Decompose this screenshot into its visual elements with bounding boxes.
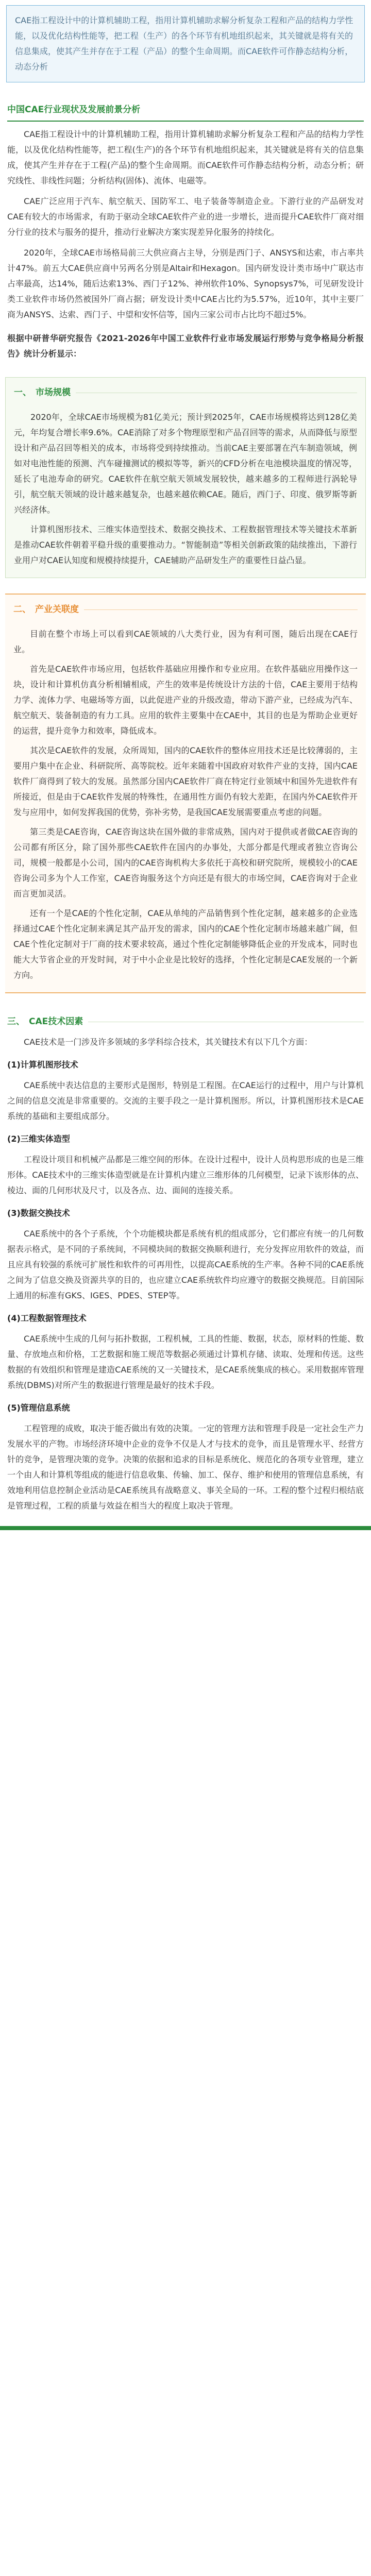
panel-number: 一、	[14, 387, 31, 398]
market-size-panel	[5, 377, 366, 578]
paragraph: 目前在整个市场上可以看到CAE领域的八大类行业，因为有利可图，随后出现在CAE行业。	[13, 629, 358, 654]
paragraph: 其次是CAE软件的发展，众所周知，国内的CAE软件的整体应用技术还是比较薄弱的，主要用户集中在企业、科研院所、高等院校。近年来随着中国政府对软件产业的支持，国内CAE软件厂商得到了较大的发展。虽然部分国内CAE软件厂商在特定行业领域中和国外先进软件有所接近，但是由于CAE软件发展的特殊性，在通用性方面仍有较大差距，在国内外CAE软件开发与应用中，如何发挥我国的优势，弥补劣势，是我国CAE发展需要重点考虑的问题。	[13, 745, 358, 817]
paragraph: 计算机图形技术、三维实体造型技术、数据交换技术、工程数据管理技术等关键技术革新是推动CAE软件朝着平稳升级的重要推动力。“智能制造”等相关创新政策的陆续推出，下游行业用户对CAE认知度和规模持续提升，CAE辅助产品研发生产的重要性日益凸显。	[14, 524, 357, 565]
subheading: (3)数据交换技术	[7, 1208, 70, 1218]
intro-text: CAE指工程设计中的计算机辅助工程，指用计算机辅助求解分析复杂工程和产品的结构力学性能，以及优化结构性能等，把工程（生产）的各个环节有机地组织起来，其关键就是将有关的信息集成，使其产生并存在于工程（产品）的整个生命周期。而CAE软件可作静态结构分析，动态分析	[15, 15, 353, 72]
section-number: 三、	[7, 1016, 25, 1027]
subheading: (1)计算机图形技术	[7, 1060, 78, 1070]
paragraph: CAE广泛应用于汽车、航空航天、国防军工、电子装备等制造企业。下游行业的产品研发对CAE有较大的市场需求，有助于驱动全球CAE软件产业的进一步增长，进而提升CAE软件厂商对细分行业的技术与服务的提升，推动行业解决方案实现差异化服务的持续化。	[7, 196, 364, 237]
section-title	[7, 1014, 364, 1029]
paragraph: CAE指工程设计中的计算机辅助工程，指用计算机辅助求解分析复杂工程和产品的结构力学性能，以及优化结构性能等，把工程(生产)的各个环节有机地组织起来，其关键就是将有关的信息集成，使其产生并存在于工程(产品)的整个生命周期。而CAE软件可作静态结构分析，动态分析；研究线性、非线性问题；分析结构(固体)、流体、电磁等。	[7, 129, 364, 185]
paragraph: 首先是CAE软件市场应用，包括软件基础应用操作和专业应用。在软件基础应用操作这一块，设计和计算机仿真分析相辅相成，产生的效率是传统设计方法的十倍，CAE主要用于结构力学、流体力学、电磁场等方面，以此促进产业的升级改造，带动下游产业，已经成为汽车、航空航天、装备制造的有力工具。应用的软件主要集中在CAE中，其目的也是为帮助企业更好的运营，提升竞争力和效率，降低成本。	[13, 664, 358, 736]
panel-title	[5, 595, 366, 622]
subheading: (5)管理信息系统	[7, 1403, 70, 1413]
industry-correlation-panel	[5, 594, 366, 993]
paragraph: 工程设计项目和机械产品都是三维空间的形体。在设计过程中，设计人员构思形成的也是三维形体。CAE技术中的三维实体造型就是在计算机内建立三维形体的几何模型，记录下该形体的点、棱边、面的几何形状及尺寸，以及各点、边、面间的连接关系。	[7, 1155, 364, 1195]
panel-title-text: 市场规模	[36, 387, 71, 398]
paragraph: CAE系统中的各个子系统，个个功能模块都是系统有机的组成部分，它们都应有统一的几何数据表示格式，是不同的子系统间，不同模块间的数据交换顺利进行，充分发挥应用软件的效益，而且应具有较强的系统可扩展性和软件的可再用性，以提高CAE系统的生产率。各种不同的CAE系统之间为了信息交换及资源共享的目的，也应建立CAE系统软件均应遵守的数据交换规范。目前国际上通用的标准有GKS、IGES、PDES、STEP等。	[7, 1229, 364, 1300]
panel-number: 二、	[13, 604, 31, 615]
report-source-line: 根据中研普华研究报告《2021-2026年中国工业软件行业市场发展运行形势与竞争格局分析报告》统计分析显示：	[7, 333, 364, 359]
subheading: (4)工程数据管理技术	[7, 1313, 87, 1323]
paragraph: 2020年，全球CAE市场格局前三大供应商占主导，分别是西门子、ANSYS和达索，市占率共计47%。前五大CAE供应商中另两名分别是Altair和Hexagon。国内研发设计类市场中广联达市占率最高，达14%，随后达索13%、西门子12%、神州软件10%、Synopsys7%，可见研发设计类工业软件市场仍然被国外厂商占据；研发设计类中CAE占比约为5.57%，近10年，其中主要厂商为ANSYS、达索、西门子、中望和安怀信等，国内三家公司市占比均不超过5%。	[7, 248, 364, 319]
section-title-text: CAE技术因素	[29, 1016, 83, 1027]
paragraph: CAE系统中生成的几何与拓扑数据，工程机械，工具的性能、数据，状态，原材料的性能、数量、存放地点和价格，工艺数据和施工规范等数据必须通过计算机存储、读取、处理和传送。这些数据的有效组织和管理是建造CAE系统的又一关键技术，是CAE系统集成的核心。采用数据库管理系统(DBMS)对所产生的数据进行管理是最好的技术手段。	[7, 1334, 364, 1390]
title-rule	[84, 609, 358, 610]
article	[0, 5, 371, 1546]
footer-bar	[0, 1526, 371, 1530]
paragraph: 2020年，全球CAE市场规模为81亿美元；预计到2025年，CAE市场规模将达到128亿美元，年均复合增长率9.6%。CAE消除了对多个物理原型和产品召回等的需求，从而降低与原型设计和产品召回等相关的成本，市场将受到持续推动。当前CAE主要部署在汽车制造领域，例如对电池性能的预测、汽车碰撞测试的模拟等等，新兴的CFD分析在电池模块温度的情况等，延长了电池寿命的研究。CAE软件在航空航天领域发展较快，越来越多的工程师进行涡轮导引，航空航天领域的设计越来越复杂，也越来越依赖CAE。随后，西门子、印度、俄罗斯等新兴经济体。	[14, 412, 357, 515]
section-heading: 中国CAE行业现状及发展前景分析	[7, 101, 364, 122]
paragraph: CAE技术是一门涉及许多领域的多学科综合技术，其关键技术有以下几个方面：	[24, 1037, 313, 1047]
paragraph: CAE系统中表达信息的主要形式是图形，特别是工程图。在CAE运行的过程中，用户与计算机之间的信息交流是非常重要的。交流的主要手段之一是计算机图形。所以，计算机图形技术是CAE系统的基础和主要组成部分。	[7, 1080, 364, 1121]
panel-title-text: 产业关联度	[35, 604, 79, 615]
subheading: (2)三维实体造型	[7, 1134, 70, 1144]
paragraph: 第三类是CAE咨询，CAE咨询这块在国外做的非常成熟，国内对于提供或者做CAE咨询的公司都有所区分，除了国外那些CAE软件在国内的办事处，大部分都是代理或者独立咨询公司，规模一般都是小公司，国内的CAE咨询机构大多依托于高校和研究院所，规模较小的CAE咨询公司多为个人工作室，CAE咨询服务这个方向还是有很大的市场空间，CAE咨询对于企业而言更加灵活。	[13, 827, 358, 899]
intro-box	[6, 5, 365, 82]
paragraph: 工程管理的成败，取决于能否做出有效的决策。一定的管理方法和管理手段是一定社会生产力发展水平的产物。市场经济环境中企业的竞争不仅是人才与技术的竞争，而且是管理水平、经营方针的竞争，是管理决策的竞争。决策的依据和追求的目标是系统化、规范化的各项专业管理，建立一个由人和计算机等组成的能进行信息收集、传输、加工、保存、维护和使用的管理信息系统，有效地利用信息控制企业活动是CAE系统具有战略意义、事关全局的一环。工程的整个过程归根结底是管理过程，工程的质量与效益在相当大的程度上取决于管理。	[7, 1423, 364, 1511]
panel-title	[6, 378, 365, 405]
paragraph: 还有一个是CAE的个性化定制，CAE从单纯的产品销售到个性化定制，越来越多的企业选择通过CAE个性化定制来满足其产品开发的需求，国内的CAE个性化定制市场越来越广阔，但CAE个性化定制对于厂商的技术要求较高，通过个性化定制能够降低企业的开发成本，同时也能大大节省企业的开发时间，对于中小企业是比较好的选择，个性化定制是CAE发展的一个新方向。	[13, 908, 358, 980]
